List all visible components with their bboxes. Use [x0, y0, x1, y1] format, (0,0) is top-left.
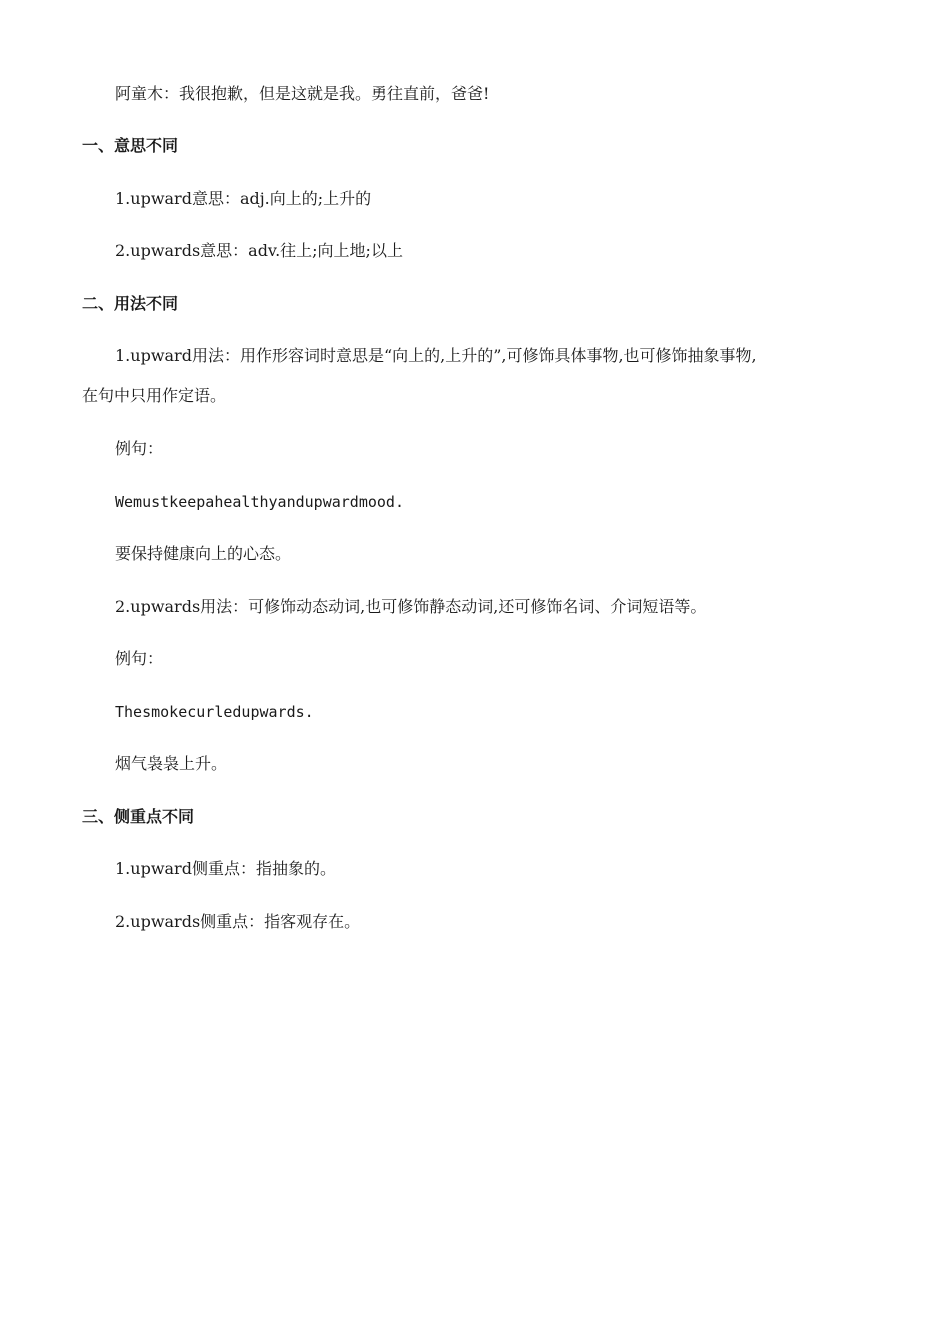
section-heading-meaning: 一、意思不同: [82, 136, 179, 155]
section-heading-usage: 二、用法不同: [82, 294, 179, 313]
example-sentence-chinese: 烟气袅袅上升。: [115, 754, 228, 773]
example-sentence-english: Thesmokecurledupwards.: [115, 703, 314, 721]
example-label: 例句：: [115, 439, 164, 458]
example-label: 例句：: [115, 649, 164, 668]
meaning-item-upwards: 2.upwards意思：adv.往上;向上地;以上: [115, 241, 403, 260]
usage-item-upward-line2: 在句中只用作定语。: [82, 386, 227, 405]
example-sentence-chinese: 要保持健康向上的心态。: [115, 544, 292, 563]
usage-item-upwards: 2.upwards用法：可修饰动态动词,也可修饰静态动词,还可修饰名词、介词短语等。: [115, 597, 707, 616]
meaning-item-upward: 1.upward意思：adj.向上的;上升的: [115, 189, 372, 208]
usage-item-upward-line1: 1.upward用法：用作形容词时意思是“向上的,上升的”,可修饰具体事物,也可修饰抽象事物,: [115, 346, 757, 365]
emphasis-item-upwards: 2.upwards侧重点：指客观存在。: [115, 912, 361, 931]
emphasis-item-upward: 1.upward侧重点：指抽象的。: [115, 859, 336, 878]
example-sentence-english: Wemustkeepahealthyandupwardmood.: [115, 493, 404, 511]
section-heading-emphasis: 三、侧重点不同: [82, 807, 195, 826]
intro-paragraph: 阿童木：我很抱歉，但是这就是我。勇往直前，爸爸!: [115, 84, 490, 103]
